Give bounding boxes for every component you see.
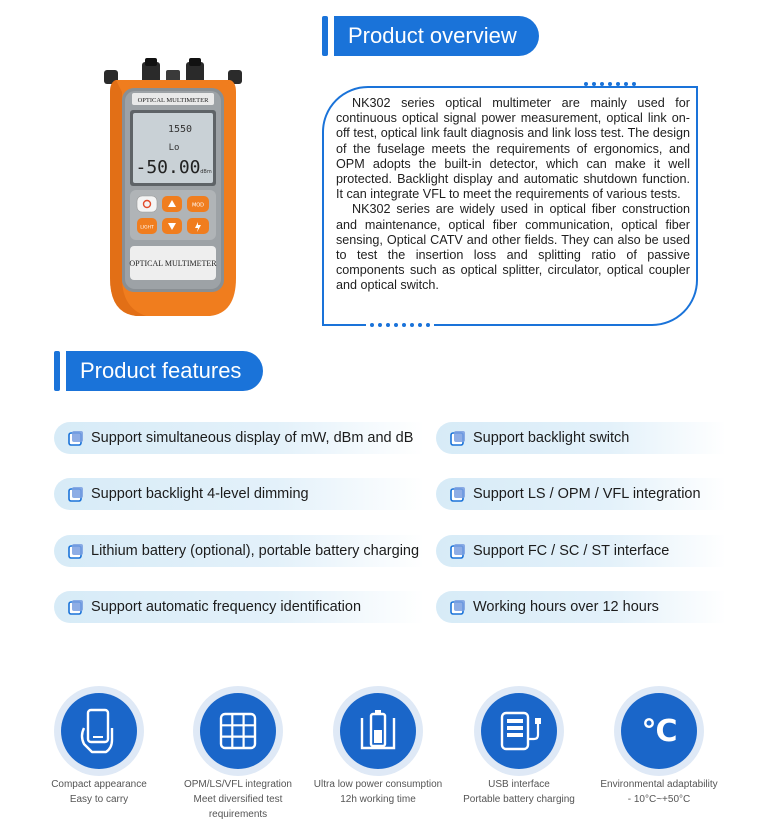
feature-bullet-icon xyxy=(68,486,84,502)
caption-line-2: - 10°C~+50°C xyxy=(627,794,691,805)
feature-bullet-icon xyxy=(450,430,466,446)
lcd-unit: dBm xyxy=(200,169,212,175)
overview-dots-bottom xyxy=(366,323,434,327)
feature-bullet-icon xyxy=(68,599,84,615)
overview-heading-label: Product overview xyxy=(334,16,539,56)
caption-line-1: Ultra low power consumption xyxy=(313,779,443,790)
multimeter-drawing xyxy=(96,58,250,318)
feature-text: Lithium battery (optional), portable battery charging xyxy=(91,543,420,559)
icon-caption xyxy=(444,777,594,807)
icon-caption xyxy=(303,777,453,807)
feature-text: Support simultaneous display of mW, dBm and dB xyxy=(91,430,414,446)
caption-line-1: OPM/LS/VFL integration xyxy=(183,779,292,790)
feature-text: Support LS / OPM / VFL integration xyxy=(473,486,701,502)
caption-line-1: USB interface xyxy=(488,779,550,790)
heading-accent-bar xyxy=(322,16,328,56)
feature-item xyxy=(54,591,424,623)
feature-bullet-icon xyxy=(450,543,466,559)
feature-item xyxy=(436,422,726,454)
feature-item xyxy=(436,591,726,623)
btn-light-label: LIGHT xyxy=(140,225,154,231)
btn-mod-label: MOD xyxy=(191,202,205,209)
optical-multimeter-image xyxy=(96,58,250,318)
feature-item xyxy=(436,478,726,510)
overview-paragraph-1: NK302 series optical multimeter are mainly used for continuous optical signal power measurement, optical link on-off test, optical link fault diagnosis and link loss test. The design of the fuselage meets the requirements of ergonomics, and OPM adopts the built-in detector, which can make it well protected. Backlight display and automatic shutdown function. It can integrate VFL to meet the requirements of various tests. xyxy=(336,96,690,202)
usb-circle xyxy=(474,686,564,776)
caption-line-2: Portable battery charging xyxy=(463,794,575,805)
icon-caption xyxy=(24,777,174,807)
features-heading-label: Product features xyxy=(66,351,263,391)
caption-line-2: 12h working time xyxy=(340,794,416,805)
caption-line-2: Meet diversified test requirements xyxy=(193,794,283,820)
caption-line-1: Compact appearance xyxy=(51,779,147,790)
icon-caption xyxy=(584,777,734,807)
device-top-label: OPTICAL MULTIMETER xyxy=(137,97,209,104)
caption-line-2: Easy to carry xyxy=(69,794,129,805)
celsius-icon: °C xyxy=(641,713,677,749)
feature-bullet-icon xyxy=(68,430,84,446)
compact-circle xyxy=(54,686,144,776)
feature-item xyxy=(436,535,726,567)
feature-item xyxy=(54,478,424,510)
lcd-mode: Lo xyxy=(168,143,180,153)
features-heading xyxy=(54,351,263,391)
feature-bullet-icon xyxy=(68,543,84,559)
heading-accent-bar xyxy=(54,351,60,391)
feature-text: Working hours over 12 hours xyxy=(473,599,659,615)
environment-circle xyxy=(614,686,704,776)
hand-phone-icon xyxy=(76,706,122,756)
device-bottom-label: OPTICAL MULTIMETER xyxy=(129,259,217,268)
feature-text: Support FC / SC / ST interface xyxy=(473,543,670,559)
icon-caption xyxy=(163,777,313,822)
caption-line-1: Environmental adaptability xyxy=(600,779,718,790)
feature-item xyxy=(54,422,424,454)
usb-powerbank-icon xyxy=(496,709,542,753)
integration-circle xyxy=(193,686,283,776)
overview-paragraph-2: NK302 series are widely used in optical fiber construction and maintenance, optical fiber communication, optical fiber sensing, Optical CATV and other fields. They can also be used to test the insertion loss and splitting ratio of passive components such as optical splitter, circulator, optical coupler and optical switch. xyxy=(336,202,690,293)
lcd-wavelength: 1550 xyxy=(167,124,193,135)
grid-icon xyxy=(218,711,258,751)
feature-text: Support backlight switch xyxy=(473,430,630,446)
feature-bullet-icon xyxy=(450,486,466,502)
feature-text: Support backlight 4-level dimming xyxy=(91,486,309,502)
feature-text: Support automatic frequency identification xyxy=(91,599,362,615)
overview-description-box xyxy=(322,86,698,326)
feature-bullet-icon xyxy=(450,599,466,615)
feature-item xyxy=(54,535,424,567)
overview-heading xyxy=(322,16,539,56)
lcd-value: -50.00 xyxy=(135,157,201,178)
battery-icon xyxy=(356,708,400,754)
power-circle xyxy=(333,686,423,776)
overview-dots-top xyxy=(580,82,640,86)
